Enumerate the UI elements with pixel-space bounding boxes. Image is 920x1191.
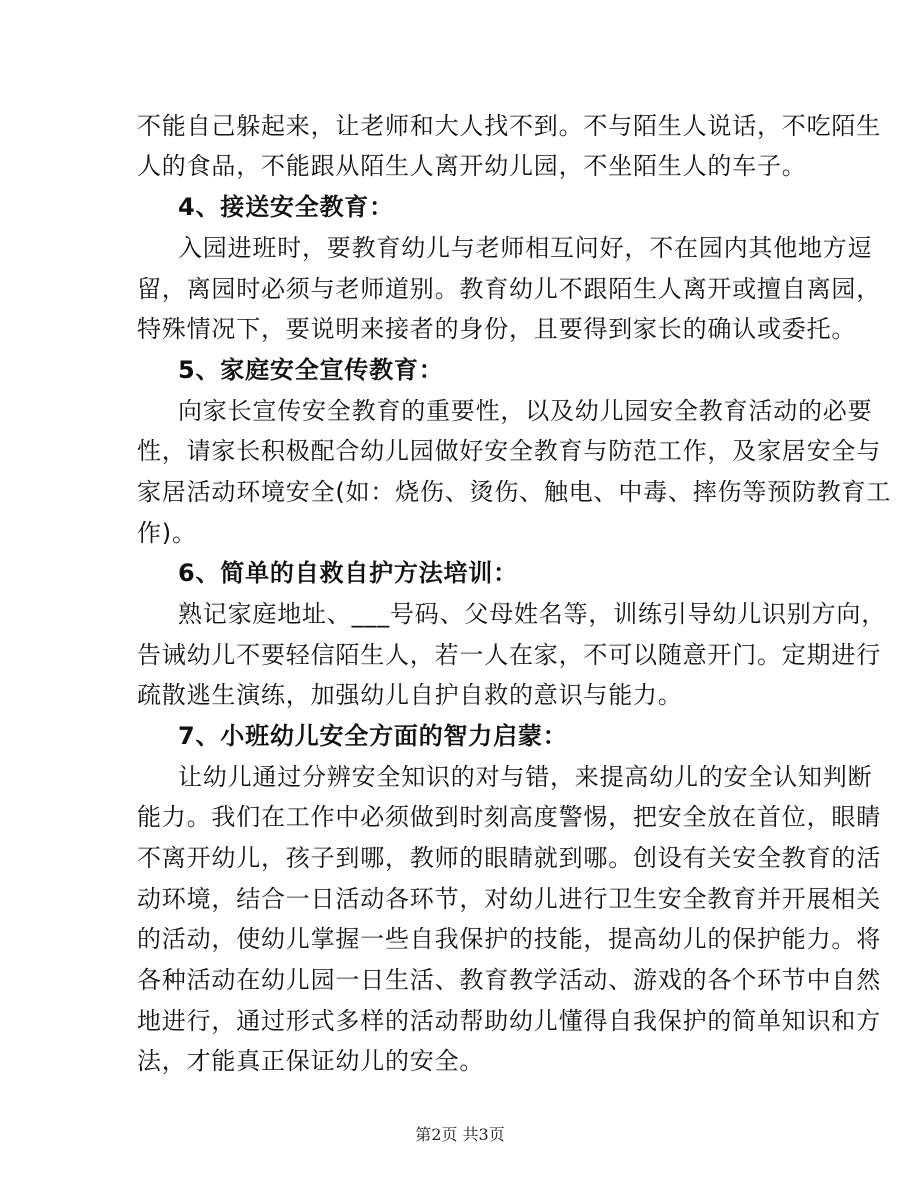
paragraph-line: 向家长宣传安全教育的重要性，以及幼儿园安全教育活动的必要 (178, 397, 873, 425)
section-heading: 6、简单的自救自护方法培训： (178, 559, 518, 587)
paragraph-line: 特殊情况下，要说明来接者的身份，且要得到家长的确认或委托。 (137, 315, 857, 343)
paragraph-line: 告诫幼儿不要轻信陌生人，若一人在家，不可以随意开门。定期进行 (137, 641, 881, 669)
paragraph-line: 动环境，结合一日活动各环节，对幼儿进行卫生安全教育并开展相关 (137, 885, 881, 913)
paragraph-line: 不能自己躲起来，让老师和大人找不到。不与陌生人说话，不吃陌生 (137, 112, 881, 140)
section-heading: 5、家庭安全宣传教育： (178, 356, 444, 384)
paragraph-line: 家居活动环境安全(如：烧伤、烫伤、触电、中毒、摔伤等预防教育工 (137, 478, 892, 506)
paragraph-line: 性，请家长积极配合幼儿园做好安全教育与防范工作，及家居安全与 (137, 437, 881, 465)
paragraph-line: 不离开幼儿，孩子到哪，教师的眼睛就到哪。创设有关安全教育的活 (137, 844, 881, 872)
section-heading: 7、小班幼儿安全方面的智力启蒙： (178, 722, 568, 750)
paragraph-line: 法，才能真正保证幼儿的安全。 (137, 1047, 485, 1075)
paragraph-line: 人的食品，不能跟从陌生人离开幼儿园，不坐陌生人的车子。 (137, 152, 807, 180)
paragraph-line: 作)。 (137, 519, 197, 547)
paragraph-line: 入园进班时，要教育幼儿与老师相互问好，不在园内其他地方逗 (178, 234, 873, 262)
paragraph-line: 疏散逃生演练，加强幼儿自护自救的意识与能力。 (137, 681, 683, 709)
paragraph-line: 熟记家庭地址、___号码、父母姓名等，训练引导幼儿识别方向， (178, 600, 886, 628)
paragraph-line: 地进行，通过形式多样的活动帮助幼儿懂得自我保护的简单知识和方 (137, 1007, 881, 1035)
page-footer: 第2页 共3页 (415, 1125, 505, 1144)
paragraph-line: 能力。我们在工作中必须做到时刻高度警惕，把安全放在首位，眼睛 (137, 803, 881, 831)
paragraph-line: 的活动，使幼儿掌握一些自我保护的技能，提高幼儿的保护能力。将 (137, 925, 881, 953)
paragraph-line: 留，离园时必须与老师道别。教育幼儿不跟陌生人离开或擅自离园， (137, 275, 881, 303)
paragraph-line: 各种活动在幼儿园一日生活、教育教学活动、游戏的各个环节中自然 (137, 966, 881, 994)
section-heading: 4、接送安全教育： (178, 193, 394, 221)
paragraph-line: 让幼儿通过分辨安全知识的对与错，来提高幼儿的安全认知判断 (178, 763, 873, 791)
